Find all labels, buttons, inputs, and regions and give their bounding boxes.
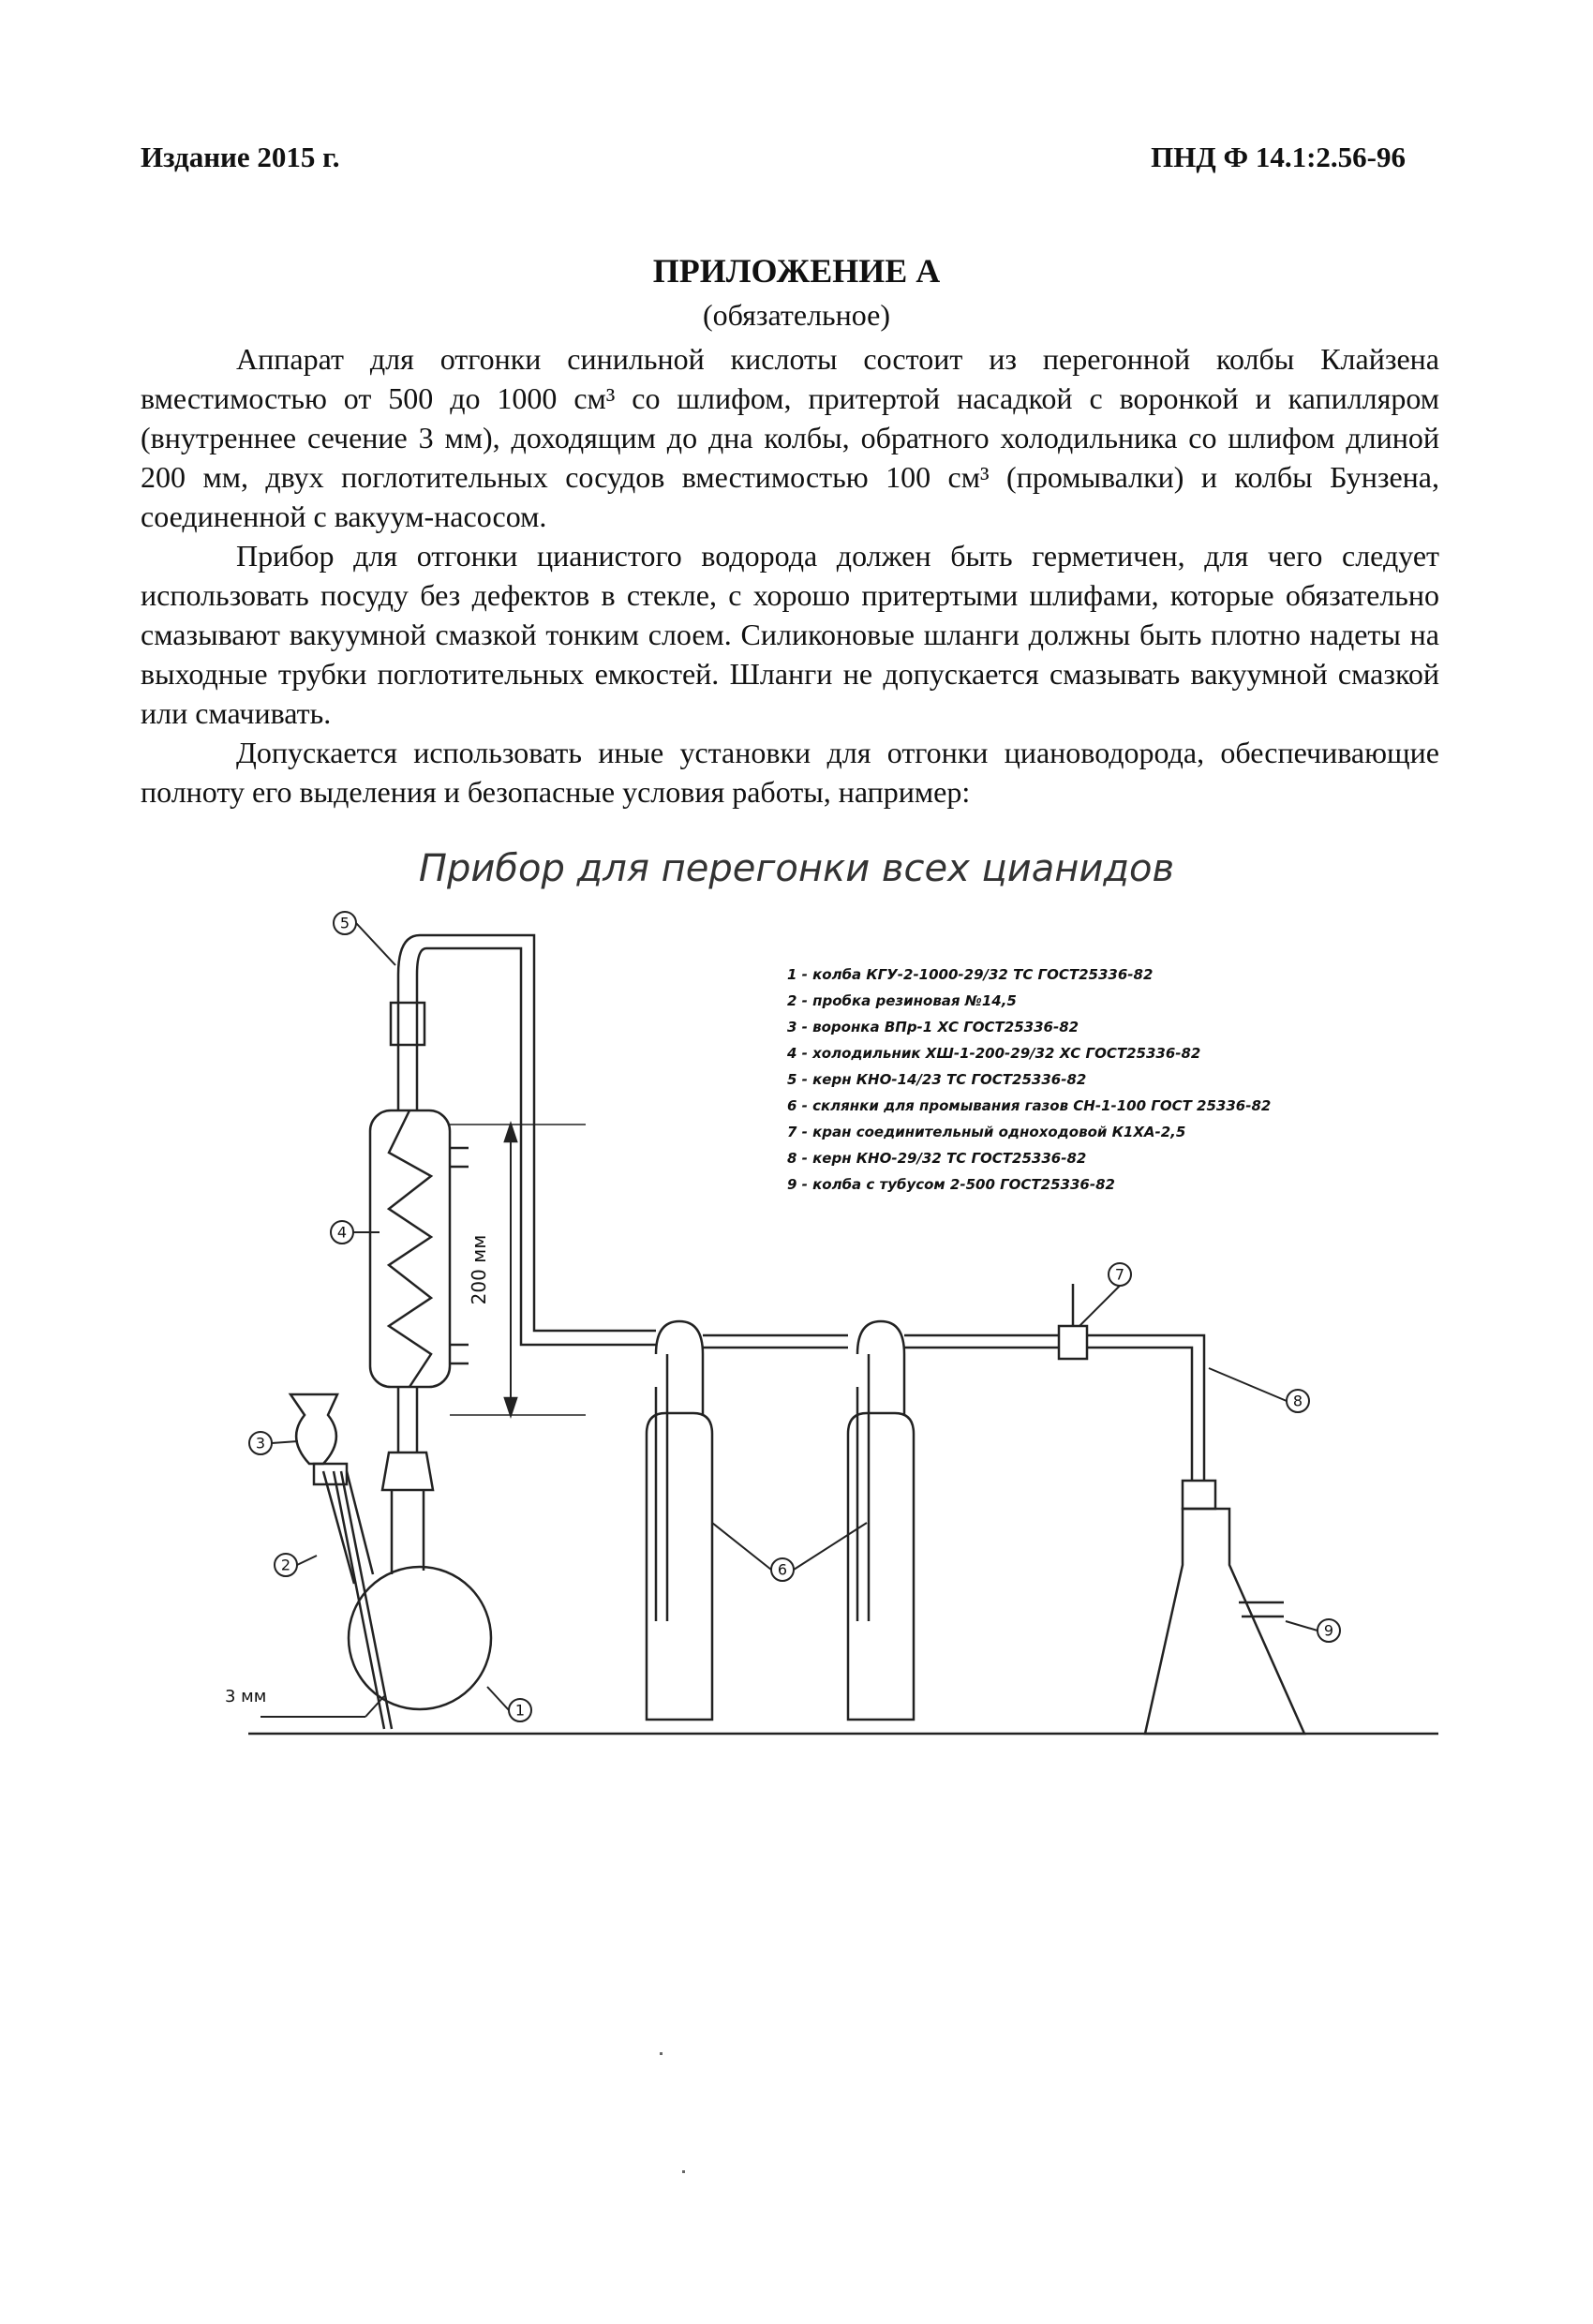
capillary-tube xyxy=(334,1471,392,1729)
body-text xyxy=(141,339,1439,812)
legend-item-9: 9 - колба с тубусом 2-500 ГОСТ25336-82 xyxy=(787,1176,1115,1193)
callout-7: 7 xyxy=(1114,1265,1125,1284)
legend-item-6: 6 - склянки для промывания газов СН-1-100 ГОСТ 25336-82 xyxy=(787,1097,1272,1114)
flask-side-arm xyxy=(323,1471,373,1584)
paragraph-apparatus: Аппарат для отгонки синильной кислоты состоит из перегонной колбы Клайзена вместимостью от 500 до 1000 см³ со шлифом, притертой насадкой с воронкой и капилляром (внутреннее сечение 3 мм), доходящим до дна колбы, обратного холодильника со шлифом длиной 200 мм, двух поглотительных сосудов вместимостью 100 см³ (промывалки) и колбы Бунзена, соединенной с вакуум-насосом. xyxy=(141,342,1439,533)
legend-item-5: 5 - керн КНО-14/23 ТС ГОСТ25336-82 xyxy=(787,1071,1087,1088)
dimension-label-200: 200 мм xyxy=(468,1234,490,1305)
condenser-water-inlet xyxy=(450,1345,469,1363)
legend-item-4: 4 - холодильник ХШ-1-200-29/32 ХС ГОСТ25336-82 xyxy=(787,1045,1201,1062)
dropping-funnel xyxy=(290,1394,337,1464)
stopcock-valve xyxy=(1059,1326,1087,1359)
callout-6: 6 xyxy=(777,1560,788,1579)
legend-item-8: 8 - керн КНО-29/32 ТС ГОСТ25336-82 xyxy=(787,1150,1087,1167)
callout-5: 5 xyxy=(339,914,350,932)
distillation-apparatus-diagram xyxy=(0,834,1593,1771)
flask-neck xyxy=(392,1490,424,1574)
flask-stopper xyxy=(1183,1481,1215,1509)
callout-4: 4 xyxy=(336,1223,348,1242)
distillation-flask xyxy=(349,1567,491,1709)
reflux-condenser-jacket xyxy=(370,1110,450,1387)
document-code: ПНД Ф 14.1:2.56-96 xyxy=(1151,141,1406,173)
legend-item-7: 7 - кран соединительный одноходовой К1ХА-2,5 xyxy=(787,1124,1186,1140)
equipment-legend xyxy=(786,966,1271,1193)
condenser-water-outlet xyxy=(450,1148,469,1167)
paragraph-alternatives: Допускается использовать иные установки для отгонки циановодорода, обеспечивающие полноту его выделения и безопасные условия работы, например: xyxy=(141,736,1439,809)
callout-2: 2 xyxy=(280,1556,291,1574)
callout-leaders xyxy=(272,923,1318,1710)
cone-joint-5 xyxy=(391,1003,424,1045)
condenser-inner-coil xyxy=(389,1110,431,1387)
scan-speck xyxy=(660,2052,663,2055)
figure-title: Прибор для перегонки всех цианидов xyxy=(418,847,1175,890)
callout-3: 3 xyxy=(255,1434,266,1452)
flask-side-tube xyxy=(1239,1602,1284,1616)
paragraph-hermetic: Прибор для отгонки цианистого водорода должен быть герметичен, для чего следует использовать посуду без дефектов в стекле, с хорошо притертыми шлифами, которые обязательно смазывают вакуумной смазкой тонким слоем. Силиконовые шланги должны быть плотно надеты на выходные трубки поглотительных емкостей. Шланги не допускается смазывать вакуумной смазкой или смачивать. xyxy=(141,539,1439,730)
appendix-subtitle: (обязательное) xyxy=(703,298,890,332)
bunsen-flask xyxy=(1145,1509,1304,1734)
connecting-tube xyxy=(703,1335,848,1348)
appendix-title: ПРИЛОЖЕНИЕ А xyxy=(652,252,941,290)
callout-9: 9 xyxy=(1323,1621,1334,1640)
dimension-label-3: 3 мм xyxy=(225,1687,267,1706)
callout-1: 1 xyxy=(514,1701,526,1720)
legend-item-3: 3 - воронка ВПр-1 ХС ГОСТ25336-82 xyxy=(787,1019,1079,1035)
outlet-tube xyxy=(398,935,656,1331)
scan-speck xyxy=(682,2170,685,2173)
legend-item-1: 1 - колба КГУ-2-1000-29/32 ТС ГОСТ25336-82 xyxy=(787,966,1154,983)
ground-joint xyxy=(382,1452,433,1490)
legend-item-2: 2 - пробка резиновая №14,5 xyxy=(787,992,1017,1009)
edition-label: Издание 2015 г. xyxy=(141,141,340,173)
callout-8: 8 xyxy=(1292,1392,1303,1410)
